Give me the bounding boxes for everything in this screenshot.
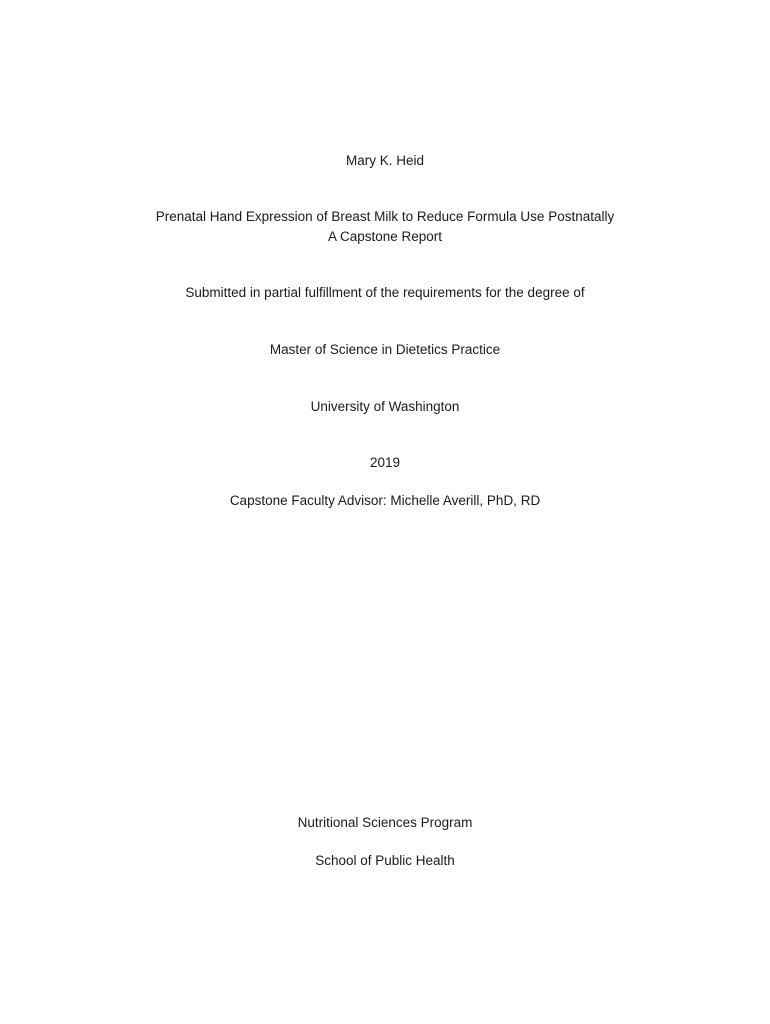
report-year: 2019 xyxy=(369,455,401,470)
report-subtitle: A Capstone Report xyxy=(327,229,443,244)
report-title: Prenatal Hand Expression of Breast Milk to Reduce Formula Use Postnatally xyxy=(155,209,615,224)
university-name: University of Washington xyxy=(310,399,460,414)
author-name: Mary K. Heid xyxy=(345,153,425,168)
submission-statement: Submitted in partial fulfillment of the requirements for the degree of xyxy=(185,285,585,300)
faculty-advisor: Capstone Faculty Advisor: Michelle Averill, PhD, RD xyxy=(229,493,541,508)
degree-name: Master of Science in Dietetics Practice xyxy=(269,342,501,357)
program-name: Nutritional Sciences Program xyxy=(297,815,473,830)
school-name: School of Public Health xyxy=(315,853,455,868)
